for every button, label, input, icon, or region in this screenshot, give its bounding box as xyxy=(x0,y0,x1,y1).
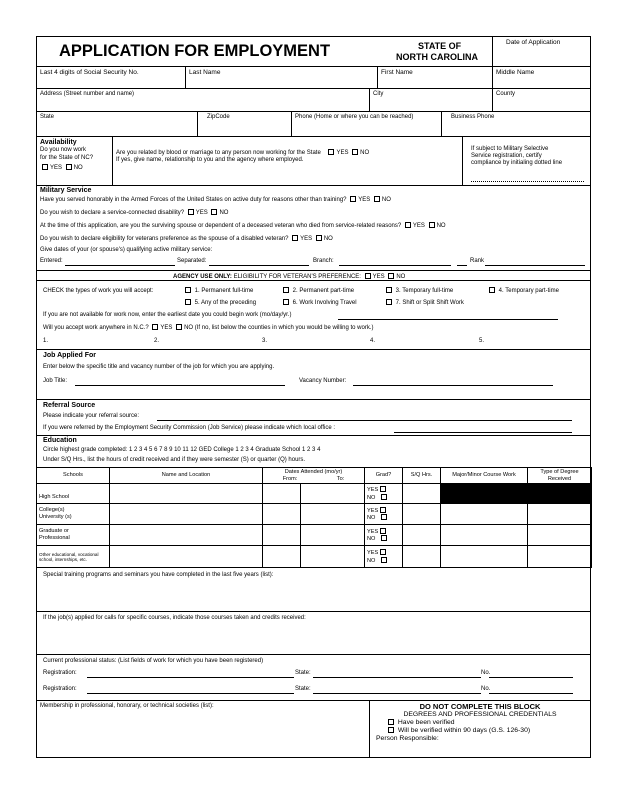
school-label: Other educational, vocational school, internships, etc. xyxy=(37,546,110,568)
specific-courses-field[interactable] xyxy=(37,612,590,655)
no-label-1: No. xyxy=(481,670,491,676)
county-field[interactable] xyxy=(492,89,590,111)
military-section: Military Service Have you served honorably in the Armed Forces of the United States on active duty for reasons other than training? YES NO Do you wish to declare a service-connected disability? YES NO At the time of this application, are you the surviving spouse or dependent of a deceased veteran who died from service-related reasons? YES NO Do you wish to declare eligibility for veterans preference as the spouse of a disabled veteran? YES NO Give dates of your (or spouse's) qualifying active military service: Entered: Separated: Branch: Rank xyxy=(37,186,590,270)
application-form xyxy=(36,36,591,758)
last-name-field[interactable] xyxy=(185,67,377,88)
middle-name-field[interactable] xyxy=(492,67,590,88)
sq-cell[interactable] xyxy=(403,484,441,504)
no-input-1[interactable] xyxy=(489,677,573,678)
date-of-application-label: Date of Application xyxy=(506,39,561,46)
related-question: Are you related by blood or marriage to any person now working for the State xyxy=(116,150,321,156)
no-label-2: No. xyxy=(481,686,491,692)
education-intro xyxy=(37,436,590,467)
related-instruction: If yes, give name, relationship to you and the agency where employed. xyxy=(116,157,304,164)
table-row: Graduate or Professional YES NO xyxy=(37,525,592,546)
work-type-2-label: 2. Permanent part-time xyxy=(292,288,355,294)
table-row: Other educational, vocational school, internships, etc. YES NO xyxy=(37,546,592,568)
col-name-location: Name and Location xyxy=(110,468,263,484)
address-label: Address (Street number and name) xyxy=(40,91,135,97)
military-q4-no-checkbox[interactable] xyxy=(316,235,322,241)
membership-label: Membership in professional, honorary, or technical societies (list): xyxy=(40,703,214,709)
will-be-verified-checkbox[interactable] xyxy=(388,727,394,733)
availability-q1a: Do you now work xyxy=(40,147,87,154)
state-input-1[interactable] xyxy=(313,677,481,678)
state-work-no-checkbox[interactable] xyxy=(66,164,72,170)
grad-yes-checkbox[interactable] xyxy=(380,549,386,555)
col-degree: Type of Degree Received xyxy=(528,468,592,484)
grad-no-checkbox[interactable] xyxy=(381,494,387,500)
col-grad: Grad? xyxy=(365,468,403,484)
state-label-2: State: xyxy=(295,686,311,692)
verified-checkbox[interactable] xyxy=(388,719,394,725)
state-input-2[interactable] xyxy=(313,693,481,694)
availability-q1b: for the State of NC? xyxy=(40,154,94,161)
degree-cell[interactable] xyxy=(528,546,592,568)
membership-row xyxy=(37,701,590,757)
work-types-intro: CHECK the types of work you will accept: xyxy=(43,288,154,294)
military-q3: At the time of this application, are you the surviving spouse or dependent of a deceased veteran who died from service-related reasons? xyxy=(40,223,402,229)
entered-label: Entered: xyxy=(40,258,63,264)
military-q1: Have you served honorably in the Armed Forces of the United States on active duty for reasons other than training? xyxy=(40,197,347,203)
esc-office-input[interactable] xyxy=(394,432,572,433)
from-cell[interactable] xyxy=(263,525,301,546)
state-name: NORTH CAROLINA xyxy=(396,52,478,62)
vacancy-label: Vacancy Number: xyxy=(299,378,347,384)
availability-title: Availability xyxy=(40,139,77,146)
work-type-7-checkbox[interactable] xyxy=(386,299,392,305)
from-cell[interactable] xyxy=(263,546,301,568)
form-header xyxy=(37,37,590,67)
school-name-cell[interactable] xyxy=(110,546,263,568)
col-dates: Dates Attended (mo/yr) xyxy=(284,469,343,475)
education-table xyxy=(36,467,592,568)
military-q1-no-checkbox[interactable] xyxy=(374,196,380,202)
branch-label: Branch: xyxy=(313,258,334,264)
job-applied-instruction: Enter below the specific title and vacancy number of the job for which you are applying. xyxy=(43,364,275,370)
major-cell[interactable] xyxy=(441,504,528,525)
phone-field[interactable] xyxy=(291,112,441,136)
work-types-section: CHECK the types of work you will accept: 1. Permanent full-time 2. Permanent part-time 3. Temporary full-time 4. Temporary part-time 5. Any of the preceding 6. Work Involving Travel 7. Shift or Split Shift Work If you are not available for work now, enter the earliest date you could begin work (mo/day/yr.) Will you accept work anywhere in N.C.? YES NO (If no, list below the counties in which you would be willing to work.) 1. 2. 3. 4. 5. xyxy=(37,281,590,350)
sq-cell[interactable] xyxy=(403,546,441,568)
military-q1-yes-checkbox[interactable] xyxy=(350,196,356,202)
related-no-label: NO xyxy=(360,150,370,156)
grade-completed-line[interactable]: Circle highest grade completed: 1 2 3 4 5 6 7 8 9 10 11 12 GED College 1 2 3 4 Graduate School 1 2 3 4 xyxy=(43,447,321,453)
blocked-cell xyxy=(528,484,592,504)
work-type-3-checkbox[interactable] xyxy=(386,287,392,293)
work-type-6-checkbox[interactable] xyxy=(283,299,289,305)
from-cell[interactable] xyxy=(263,504,301,525)
col-from: From: xyxy=(282,475,298,482)
table-row: High School YES NO xyxy=(37,484,592,504)
referral-question: Please indicate your referral source: xyxy=(43,413,140,419)
military-q5: Give dates of your (or spouse's) qualifying active military service: xyxy=(40,247,213,253)
ssn-label: Last 4 digits of Social Security No. xyxy=(40,69,139,76)
work-type-3-label: 3. Temporary full-time xyxy=(395,288,454,294)
ssn-field[interactable] xyxy=(37,67,185,88)
state-field[interactable] xyxy=(37,112,197,136)
form-title: APPLICATION FOR EMPLOYMENT xyxy=(59,42,331,60)
county-1[interactable]: 1. xyxy=(43,338,49,344)
work-type-1-label: 1. Permanent full-time xyxy=(194,288,254,294)
major-cell[interactable] xyxy=(441,525,528,546)
military-title: Military Service xyxy=(40,187,92,194)
school-name-cell[interactable] xyxy=(110,525,263,546)
from-cell[interactable] xyxy=(263,484,301,504)
address-row xyxy=(37,89,590,112)
professional-section xyxy=(37,655,590,701)
education-title: Education xyxy=(43,437,77,444)
military-q2: Do you wish to declare a service-connected disability? xyxy=(40,210,185,216)
verified-label: Have been verified xyxy=(397,719,455,727)
work-type-4-label: 4. Temporary part-time xyxy=(498,288,559,294)
state-field-label: State xyxy=(40,114,55,120)
date-of-application-field[interactable] xyxy=(492,37,590,66)
zip-label: ZipCode xyxy=(207,114,230,120)
school-name-cell[interactable] xyxy=(110,504,263,525)
school-label: Graduate or Professional xyxy=(37,525,110,546)
military-q2-no-checkbox[interactable] xyxy=(211,209,217,215)
to-cell[interactable] xyxy=(301,504,365,525)
work-type-7-label: 7. Shift or Split Shift Work xyxy=(395,300,464,306)
branch-input[interactable] xyxy=(339,265,451,266)
availability-related xyxy=(112,137,462,185)
county-2[interactable]: 2. xyxy=(154,338,160,344)
business-phone-label: Business Phone xyxy=(451,114,495,120)
work-type-1-checkbox[interactable] xyxy=(185,287,191,293)
membership-field[interactable] xyxy=(37,701,369,757)
city-field[interactable] xyxy=(369,89,492,111)
work-type-6-label: 6. Work Involving Travel xyxy=(292,300,357,306)
state-label: STATE OF xyxy=(418,41,462,51)
anywhere-note: (If no, list below the counties in which you would be willing to work.) xyxy=(194,325,374,331)
registration-input-1[interactable] xyxy=(87,677,294,678)
anywhere-question: Will you accept work anywhere in N.C.? xyxy=(43,325,149,331)
specific-courses-label: If the job(s) applied for calls for specific courses, indicate those courses taken and credits received: xyxy=(43,615,306,621)
grad-no-checkbox[interactable] xyxy=(381,535,387,541)
availability-state-work xyxy=(37,137,112,185)
job-applied-title: Job Applied For xyxy=(43,352,97,359)
special-training-field[interactable] xyxy=(37,570,590,612)
eligibility-label: ELIGIBILITY FOR VETERAN'S PREFERENCE: xyxy=(233,274,361,280)
sq-cell[interactable] xyxy=(403,504,441,525)
anywhere-yes-checkbox[interactable] xyxy=(152,324,158,330)
selective-service-line2: Service registration, certify xyxy=(471,153,542,160)
will-be-verified-label: Will be verified within 90 days (G.S. 126-30) xyxy=(397,727,531,735)
work-type-4-checkbox[interactable] xyxy=(489,287,495,293)
no-input-2[interactable] xyxy=(489,693,573,694)
grad-yes-checkbox[interactable] xyxy=(380,528,386,534)
county-3[interactable]: 3. xyxy=(262,338,268,344)
military-q4-yes-checkbox[interactable] xyxy=(292,235,298,241)
business-phone-field[interactable] xyxy=(441,112,590,136)
agency-use-row: AGENCY USE ONLY: ELIGIBILITY FOR VETERAN'S PREFERENCE: YES NO xyxy=(37,270,590,281)
blocked-cell xyxy=(441,484,528,504)
grad-yes-checkbox[interactable] xyxy=(380,507,386,513)
separated-input[interactable] xyxy=(209,265,309,266)
degree-cell[interactable] xyxy=(528,525,592,546)
city-label: City xyxy=(373,91,384,97)
availability-section xyxy=(37,137,590,186)
county-5[interactable]: 5. xyxy=(479,338,485,344)
to-cell[interactable] xyxy=(301,525,365,546)
do-not-complete-title: DO NOT COMPLETE THIS BLOCK xyxy=(419,702,541,711)
name-row xyxy=(37,67,590,89)
school-name-cell[interactable] xyxy=(110,484,263,504)
sq-cell[interactable] xyxy=(403,525,441,546)
to-cell[interactable] xyxy=(301,546,365,568)
contact-row xyxy=(37,112,590,137)
grad-yes-checkbox[interactable] xyxy=(380,486,386,492)
grad-no-checkbox[interactable] xyxy=(381,514,387,520)
referral-input[interactable] xyxy=(157,420,572,421)
state-label-1: State: xyxy=(295,670,311,676)
rank-label: Rank xyxy=(470,258,485,264)
registration-label-1: Registration: xyxy=(43,670,77,676)
work-type-5-label: 5. Any of the preceding xyxy=(194,300,257,306)
col-major: Major/Minor Course Work xyxy=(441,468,528,484)
job-title-label: Job Title: xyxy=(43,378,68,384)
county-4[interactable]: 4. xyxy=(370,338,376,344)
col-to: To: xyxy=(336,475,345,482)
hours-instruction: Under S/Q Hrs., list the hours of credit received and if they were semester (S) or quarter (Q) hours. xyxy=(43,457,306,463)
eligibility-no-checkbox[interactable] xyxy=(388,273,394,279)
earliest-date-question: If you are not available for work now, enter the earliest date you could begin work (mo/day/yr.) xyxy=(43,312,292,318)
professional-status-label: Current professional status: (List fields of work for which you have been registered) xyxy=(43,658,264,664)
do-not-complete-block xyxy=(369,701,590,757)
major-cell[interactable] xyxy=(441,546,528,568)
agency-use-label: AGENCY USE ONLY: xyxy=(173,274,232,280)
anywhere-no-checkbox[interactable] xyxy=(176,324,182,330)
person-responsible-label: Person Responsible: xyxy=(376,735,439,743)
work-type-5-checkbox[interactable] xyxy=(185,299,191,305)
related-yes-checkbox[interactable] xyxy=(328,149,334,155)
col-sq-hrs: S/Q Hrs. xyxy=(403,468,441,484)
education-table-wrap xyxy=(37,467,590,570)
school-label: College(s) University (s) xyxy=(37,504,110,525)
rank-input[interactable] xyxy=(485,265,585,266)
table-row: College(s) University (s) YES NO xyxy=(37,504,592,525)
work-type-2-checkbox[interactable] xyxy=(283,287,289,293)
zip-field[interactable] xyxy=(197,112,291,136)
degree-cell[interactable] xyxy=(528,504,592,525)
grad-no-checkbox[interactable] xyxy=(381,557,387,563)
related-no-checkbox[interactable] xyxy=(352,149,358,155)
special-training-label: Special training programs and seminars you have completed in the last five years (list): xyxy=(43,572,274,578)
first-name-field[interactable] xyxy=(377,67,492,88)
referral-section: Referral Source Please indicate your referral source: If you were referred by the Employment Security Commission (Job Service) please indicate which local office : xyxy=(37,400,590,436)
job-applied-section xyxy=(37,350,590,400)
to-cell[interactable] xyxy=(301,484,365,504)
job-title-input[interactable] xyxy=(75,385,285,386)
selective-service-line1: If subject to Military Selective xyxy=(471,146,549,152)
col-schools: Schools xyxy=(37,468,110,484)
esc-question: If you were referred by the Employment Security Commission (Job Service) please indicate which local office xyxy=(43,425,332,431)
referral-title: Referral Source xyxy=(43,402,96,409)
selective-service-initial-line[interactable] xyxy=(471,181,584,182)
military-q4: Do you wish to declare eligibility for veterans preference as the spouse of a disabled veteran? xyxy=(40,236,289,242)
registration-label-2: Registration: xyxy=(43,686,77,692)
military-q2-yes-checkbox[interactable] xyxy=(188,209,194,215)
related-yes-label: YES xyxy=(336,150,349,156)
military-q3-no-checkbox[interactable] xyxy=(429,222,435,228)
county-label: County xyxy=(496,91,516,97)
last-name-label: Last Name xyxy=(189,69,221,76)
school-label: High School xyxy=(37,484,110,504)
state-work-no-label: NO xyxy=(73,164,83,171)
military-q3-yes-checkbox[interactable] xyxy=(405,222,411,228)
middle-name-label: Middle Name xyxy=(496,69,535,76)
earliest-date-input[interactable] xyxy=(338,319,558,320)
first-name-label: First Name xyxy=(381,69,413,76)
entered-input[interactable] xyxy=(65,265,175,266)
availability-selective-service xyxy=(462,137,590,185)
registration-input-2[interactable] xyxy=(87,693,294,694)
selective-service-line3: compliance by initialing dotted line xyxy=(471,160,563,167)
vacancy-input[interactable] xyxy=(353,385,553,386)
eligibility-yes-checkbox[interactable] xyxy=(365,273,371,279)
credentials-subtitle: DEGREES AND PROFESSIONAL CREDENTIALS xyxy=(403,711,557,718)
state-work-yes-checkbox[interactable] xyxy=(42,164,48,170)
separated-label: Separated: xyxy=(177,258,207,264)
state-work-yes-label: YES xyxy=(50,164,63,171)
address-field[interactable] xyxy=(37,89,369,111)
phone-label: Phone (Home or where you can be reached) xyxy=(295,114,414,120)
